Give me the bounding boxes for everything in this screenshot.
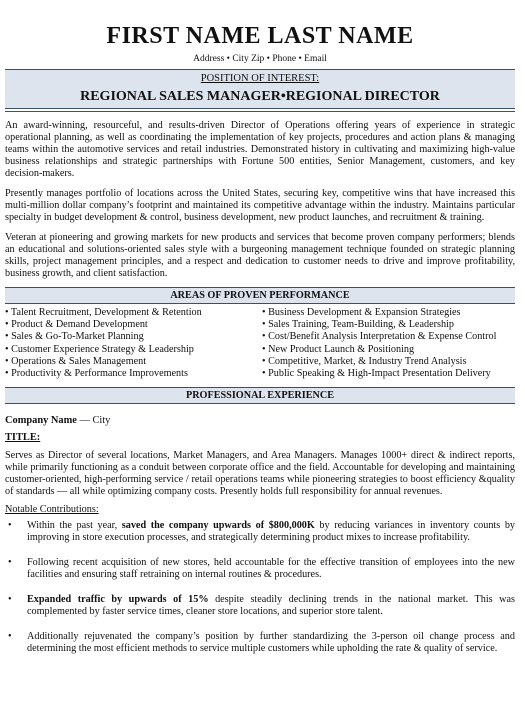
contact-line: Address • City Zip • Phone • Email xyxy=(193,54,327,64)
performance-item: • Talent Recruitment, Development & Retention xyxy=(5,307,202,318)
position-title: REGIONAL SALES MANAGER•REGIONAL DIRECTOR xyxy=(80,89,440,104)
performance-right-column xyxy=(258,307,515,380)
summary-paragraph-3: Veteran at pioneering and growing markets for new products and services that become proven company performers; blends an educational and solutions-oriented sales style with a burgeoning management technique founded on strategic planning skills, project management principles, and a respect and dedication to customer needs to drive and improve profitability, business growth, and client satisfaction. xyxy=(5,232,515,279)
performance-item: • Productivity & Performance Improvements xyxy=(5,368,188,380)
performance-item: • Business Development & Expansion Strategies xyxy=(262,307,461,318)
bullet-icon: • xyxy=(8,594,12,606)
performance-item: • Customer Experience Strategy & Leadership xyxy=(5,343,194,355)
position-label: POSITION OF INTEREST: xyxy=(200,73,320,84)
divider xyxy=(5,111,515,112)
company-line xyxy=(5,414,515,427)
performance-item: • New Product Launch & Positioning xyxy=(262,343,415,355)
summary-paragraph-2: Presently manages portfolio of locations across the United States, securing key, competitive wins that have increased this multi-million dollar company’s footprint and maintained its competitive advantage within the industry. Maintains particular specialty in budget development & control, business development, new product launches, and recruitment & training. xyxy=(5,188,515,223)
contributions-list xyxy=(5,520,515,655)
list-item: • Additionally rejuvenated the company’s position by further standardizing the 3-person oil change process and determining the most efficient methods to service multiple customers while upholding the rate & quality of service. xyxy=(8,631,515,655)
performance-item: • Product & Demand Development xyxy=(5,319,148,331)
company-city: — City xyxy=(79,415,111,427)
bullet-icon: • xyxy=(8,557,12,569)
list-item: • Within the past year, saved the company upwards of $800,000K by reducing variances in inventory counts by improving in store execution processes, and strategically determining product mixes to increase profitability. xyxy=(8,520,516,544)
notable-contributions-label: Notable Contributions: xyxy=(5,504,99,516)
company-name: Company Name xyxy=(5,415,77,427)
job-title-label: TITLE: xyxy=(5,432,41,444)
performance-item: • Sales Training, Team-Building, & Leadership xyxy=(262,319,454,331)
list-item: • Following recent acquisition of new stores, held accountable for the effective transition of employees into the new facilities and ensuring staff retraining on internal routines & procedures. xyxy=(8,557,515,581)
job-description: Serves as Director of several locations, Market Managers, and Area Managers. Manages 1000+ direct & indirect reports, while primarily functioning as a conduit between corporate office and the field. Accountable for developing and maintaining customer-oriented, high-performing service / retail operations teams while pioneering strategies to boost efficiency &quality of standards — all while optimizing company costs. Presently holds full responsibility for annual revenues. xyxy=(5,450,515,498)
bullet-icon: • xyxy=(8,631,12,643)
performance-item: • Cost/Benefit Analysis Interpretation & Expense Control xyxy=(262,331,497,343)
performance-left-column xyxy=(5,307,258,380)
bullet-icon: • xyxy=(8,520,12,532)
section-heading-performance: AREAS OF PROVEN PERFORMANCE xyxy=(5,287,515,304)
performance-item: • Operations & Sales Management xyxy=(5,355,147,367)
performance-item: • Sales & Go-To-Market Planning xyxy=(5,331,144,343)
performance-columns xyxy=(5,307,515,380)
list-item: • Expanded traffic by upwards of 15% despite steadily declining trends in the national market. This was complemented by faster service times, cleaner store locations, and superior store talent. xyxy=(8,594,515,618)
performance-item: • Public Speaking & High-Impact Presentation Delivery xyxy=(262,368,491,380)
position-of-interest-band xyxy=(5,69,515,109)
resume-page xyxy=(5,0,515,668)
candidate-name: FIRST NAME LAST NAME xyxy=(106,23,414,49)
summary-paragraph-1: An award-winning, resourceful, and results-driven Director of Operations offering years of experience in strategic operational planning, as well as coordinating the implementation of key projects, procedures and action plans & managing teams within the automotive services and retail industries. Demonstrated history in cultivating and maximizing high-value business relationships and strategic partnerships with Fortune 500 entities, Senior Management, customers, and key decision-makers. xyxy=(5,120,515,179)
performance-item: • Competitive, Market, & Industry Trend Analysis xyxy=(262,355,467,367)
section-heading-experience: PROFESSIONAL EXPERIENCE xyxy=(5,387,515,404)
